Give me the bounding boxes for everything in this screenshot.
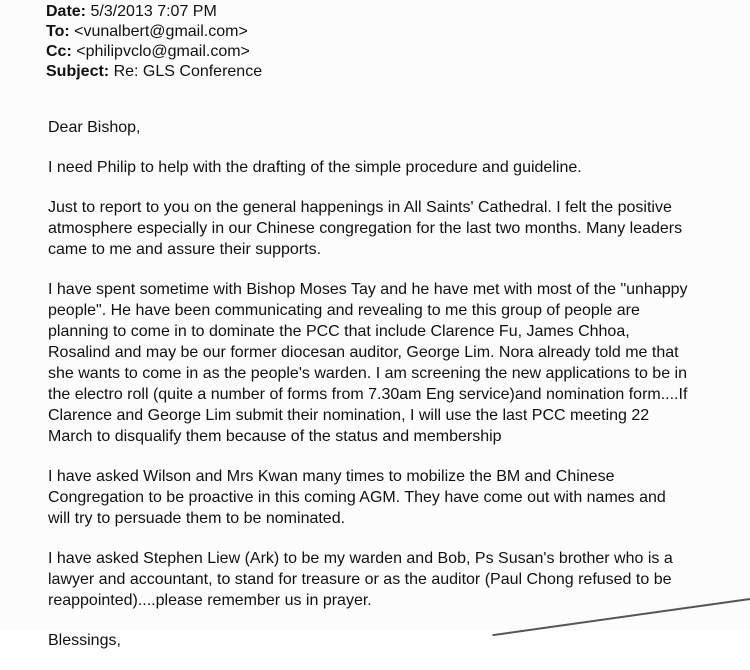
body-line: people". He have been communicating and revealing to me this group of people are [48,302,640,319]
body-line: Just to report to you on the general happenings in All Saints' Cathedral. I felt the positive [48,199,672,216]
closing: Blessings, [48,632,121,649]
greeting: Dear Bishop, [48,119,141,136]
subject-label: Subject: [46,63,110,80]
body-line: Congregation to be proactive in this coming AGM. They have come out with names and [48,489,666,506]
body-line: Rosalind and may be our former diocesan auditor, George Lim. Nora already told me that [48,344,679,361]
subject-row [46,62,262,82]
email-header [46,2,262,82]
body-line: I have asked Wilson and Mrs Kwan many times to mobilize the BM and Chinese [48,468,615,485]
body-line: I have asked Stephen Liew (Ark) to be my warden and Bob, Ps Susan's brother who is a [48,550,673,567]
date-label: Date: [46,3,87,20]
body-line: planning to come in to dominate the PCC that include Clarence Fu, James Chhoa, [48,323,630,340]
date-value: 5/3/2013 7:07 PM [90,3,217,20]
body-line: March to disqualify them because of the status and membership [48,428,502,445]
body-line: will try to persuade them to be nominated. [48,510,346,527]
body-line: lawyer and accountant, to stand for treasure or as the auditor (Paul Chong refused to be [48,571,672,588]
body-line: I have spent sometime with Bishop Moses Tay and he have met with most of the "unhappy [48,281,688,298]
body-line: the electro roll (quite a number of forms from 7.30am Eng service)and nomination form....If [48,386,688,403]
paragraph-5 [48,548,728,611]
cc-label: Cc: [46,43,72,60]
body-line: reappointed)....please remember us in prayer. [48,592,372,609]
email-body [48,117,728,670]
cc-value: <philipvclo@gmail.com> [76,43,250,60]
date-row [46,2,262,22]
cc-row [46,42,262,62]
to-row [46,22,262,42]
paragraph-4 [48,466,728,529]
body-line: I need Philip to help with the drafting of the simple procedure and guideline. [48,159,582,176]
body-line: she wants to come in as the people's warden. I am screening the new applications to be in [48,365,687,382]
paragraph-2 [48,197,728,260]
paragraph-1 [48,157,728,178]
body-line: Clarence and George Lim submit their nomination, I will use the last PCC meeting 22 [48,407,650,424]
body-line: came to me and assure their supports. [48,241,322,258]
paragraph-3 [48,279,728,447]
to-value: <vunalbert@gmail.com> [74,23,248,40]
to-label: To: [46,23,70,40]
body-line: atmosphere especially in our Chinese congregation for the last two months. Many leaders [48,220,683,237]
subject-value: Re: GLS Conference [113,63,263,80]
